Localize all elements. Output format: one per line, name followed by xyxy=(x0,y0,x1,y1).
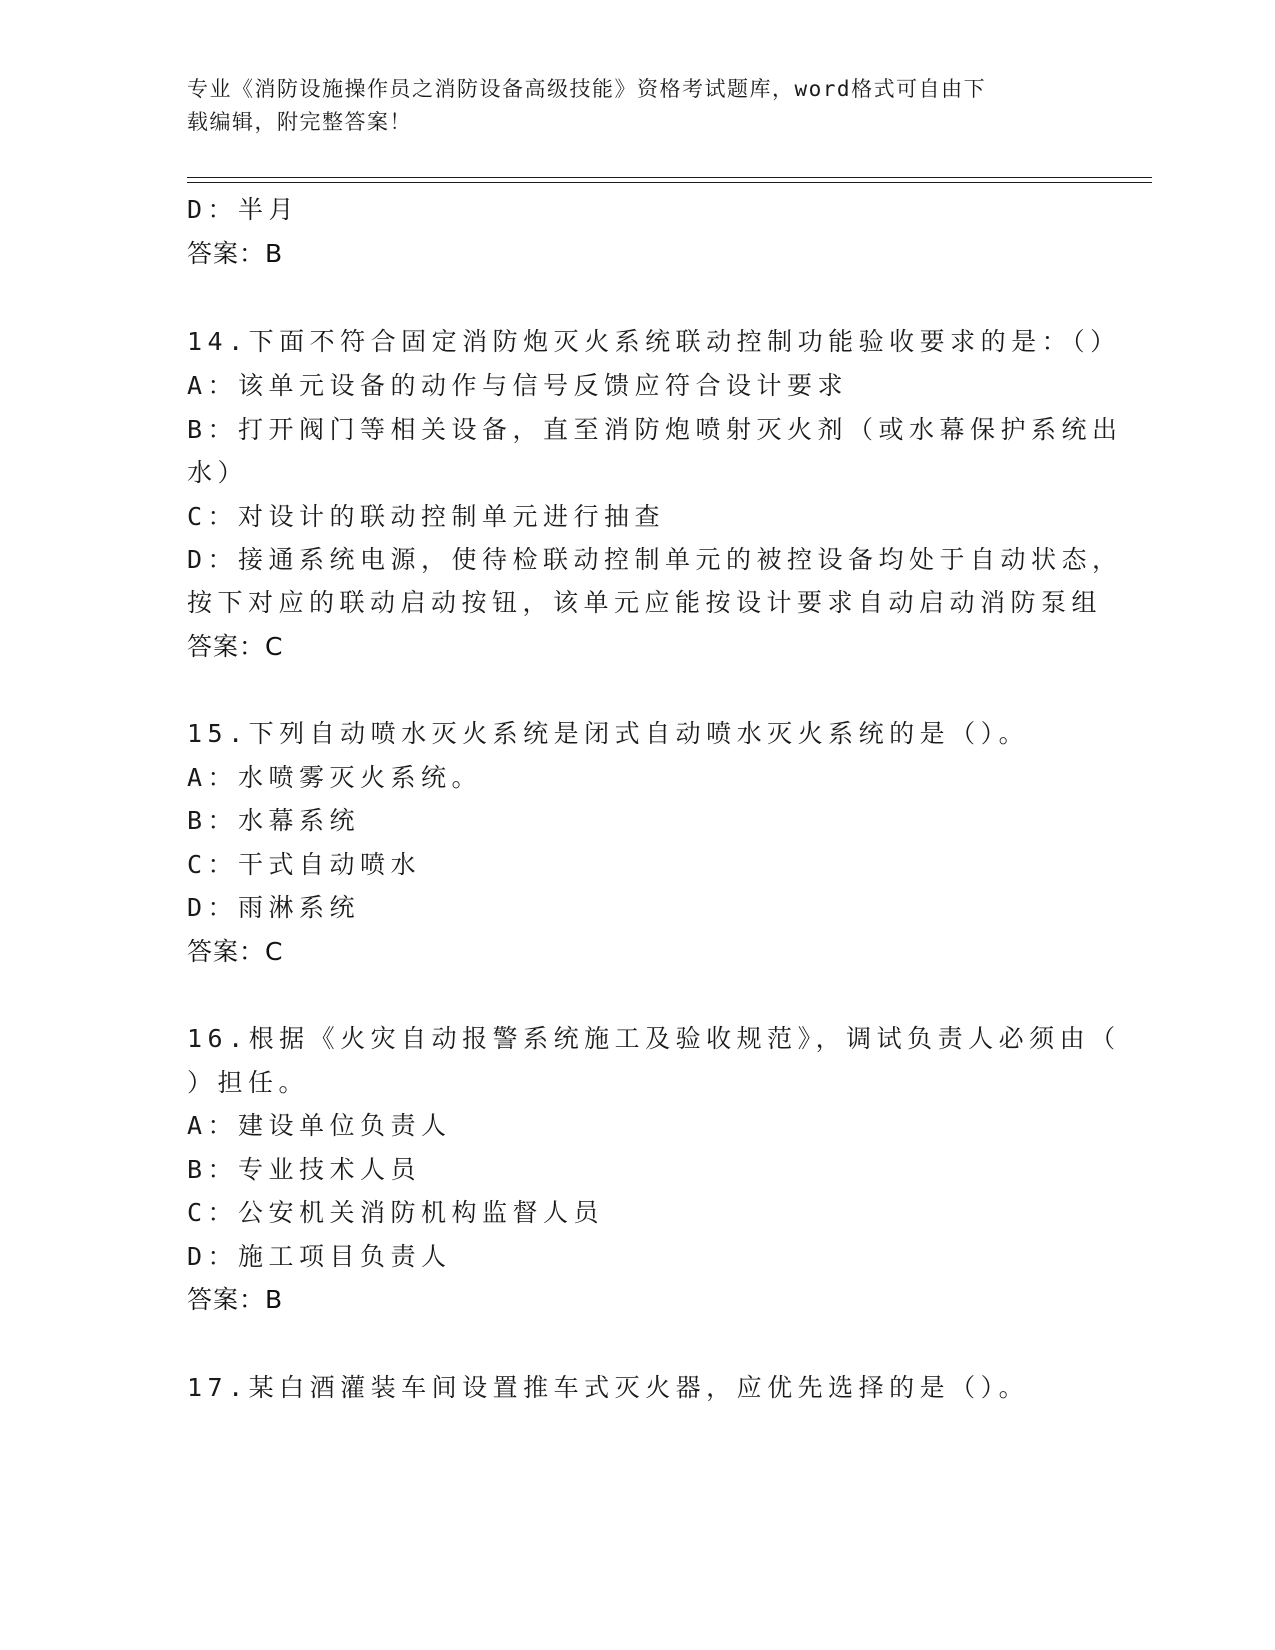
q15-option-c: C：干式自动喷水 xyxy=(187,850,422,879)
q14-option-b-line2: 水） xyxy=(187,458,249,487)
q14-option-a: A：该单元设备的动作与信号反馈应符合设计要求 xyxy=(187,371,849,400)
q15-option-b: B：水幕系统 xyxy=(187,806,361,835)
prev-answer: 答案：B xyxy=(187,239,284,268)
prev-option-d: D：半月 xyxy=(187,195,300,224)
q16-answer: 答案：B xyxy=(187,1285,284,1314)
header-line-1: 专业《消防设施操作员之消防设备高级技能》资格考试题库，word格式可自由下 xyxy=(187,77,987,101)
q16-option-d: D：施工项目负责人 xyxy=(187,1242,452,1271)
q15-answer: 答案：C xyxy=(187,937,284,966)
q14-option-b-line1: B：打开阀门等相关设备，直至消防炮喷射灭火剂（或水幕保护系统出 xyxy=(187,415,1123,444)
q16-stem-line1: 16.根据《火灾自动报警系统施工及验收规范》，调试负责人必须由（ xyxy=(187,1024,1121,1053)
q14-option-d-line1: D：接通系统电源，使待检联动控制单元的被控设备均处于自动状态， xyxy=(187,545,1123,574)
q16-option-b: B：专业技术人员 xyxy=(187,1155,422,1184)
q15-option-d: D：雨淋系统 xyxy=(187,893,361,922)
q16-option-c: C：公安机关消防机构监督人员 xyxy=(187,1198,605,1227)
q15-stem: 15.下列自动喷水灭火系统是闭式自动喷水灭火系统的是（）。 xyxy=(187,719,1030,748)
q16-stem-line2: ）担任。 xyxy=(187,1068,310,1097)
q14-option-c: C：对设计的联动控制单元进行抽查 xyxy=(187,502,666,531)
q17-stem: 17.某白酒灌装车间设置推车式灭火器，应优先选择的是（）。 xyxy=(187,1373,1030,1402)
q14-answer: 答案：C xyxy=(187,632,284,661)
header-line-2: 载编辑，附完整答案！ xyxy=(187,110,412,134)
document-header xyxy=(187,73,1067,139)
q16-option-a: A：建设单位负责人 xyxy=(187,1111,452,1140)
q14-option-d-line2: 按下对应的联动启动按钮，该单元应能按设计要求自动启动消防泵组 xyxy=(187,588,1103,617)
q15-option-a: A：水喷雾灭火系统。 xyxy=(187,763,483,792)
q14-stem: 14.下面不符合固定消防炮灭火系统联动控制功能验收要求的是：（） xyxy=(187,327,1121,356)
header-divider-bottom xyxy=(187,182,1152,183)
header-divider-top xyxy=(187,177,1152,178)
